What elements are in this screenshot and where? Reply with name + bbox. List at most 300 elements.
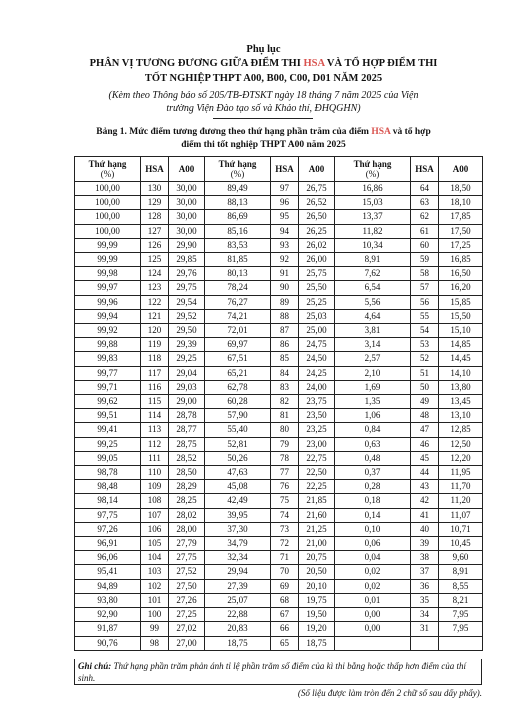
table-cell: 32,34 [205, 551, 271, 565]
table-row [75, 451, 483, 465]
table-header-row [75, 157, 483, 182]
table-cell: 29,04 [169, 366, 205, 380]
table-cell: 114 [141, 409, 169, 423]
reference-note-line1: (Kèm theo Thông báo số 205/TB-ĐTSKT ngày 18 tháng 7 năm 2025 của Viện [108, 90, 419, 101]
table-cell: 51 [411, 366, 439, 380]
table-cell: 94,89 [75, 579, 141, 593]
table-cell: 110 [141, 466, 169, 480]
table-cell: 13,37 [335, 210, 411, 224]
table-cell: 26,00 [299, 253, 335, 267]
main-title-line1 [0, 58, 527, 69]
table-cell: 27,52 [169, 565, 205, 579]
table-cell: 94 [271, 224, 299, 238]
table-cell: 99,51 [75, 409, 141, 423]
caption-hsa-highlight: HSA [371, 127, 391, 137]
table-cell: 28,02 [169, 508, 205, 522]
column-header-a00: A00 [169, 157, 205, 182]
table-cell: 69 [271, 579, 299, 593]
table-cell: 72 [271, 537, 299, 551]
table-cell: 23,00 [299, 437, 335, 451]
table-cell: 17,85 [439, 210, 483, 224]
table-cell: 47 [411, 423, 439, 437]
table-row [75, 395, 483, 409]
table-cell: 24,25 [299, 366, 335, 380]
table-cell: 88,13 [205, 196, 271, 210]
table-cell: 20,50 [299, 565, 335, 579]
table-cell: 19,20 [299, 622, 335, 636]
table-row [75, 466, 483, 480]
table-row [75, 295, 483, 309]
table-cell: 23,75 [299, 395, 335, 409]
table-cell: 10,45 [439, 537, 483, 551]
divider [213, 118, 313, 119]
table-cell: 100 [141, 608, 169, 622]
table-cell: 57,90 [205, 409, 271, 423]
table-row [75, 281, 483, 295]
table-cell: 27,02 [169, 622, 205, 636]
table-cell: 18,10 [439, 196, 483, 210]
table-cell: 11,70 [439, 480, 483, 494]
table-cell: 122 [141, 295, 169, 309]
table-row [75, 437, 483, 451]
table-cell: 7,95 [439, 608, 483, 622]
table-row [75, 309, 483, 323]
table-cell: 39 [411, 537, 439, 551]
table-cell: 7,95 [439, 622, 483, 636]
table-cell: 44 [411, 466, 439, 480]
table-cell: 20,75 [299, 551, 335, 565]
table-cell: 115 [141, 395, 169, 409]
table-cell: 27,00 [169, 636, 205, 650]
table-cell: 46 [411, 437, 439, 451]
table-cell: 108 [141, 494, 169, 508]
table-cell: 112 [141, 437, 169, 451]
table-cell: 99,96 [75, 295, 141, 309]
table-cell: 54 [411, 324, 439, 338]
table-cell: 120 [141, 324, 169, 338]
table-cell: 8,21 [439, 593, 483, 607]
table-cell: 17,25 [439, 238, 483, 252]
table-cell: 43 [411, 480, 439, 494]
caption-text-post: và tổ hợp [390, 127, 431, 137]
table-row [75, 224, 483, 238]
table-cell: 82 [271, 395, 299, 409]
table-cell: 84 [271, 366, 299, 380]
table-cell: 5,56 [335, 295, 411, 309]
table-cell: 29,00 [169, 395, 205, 409]
table-cell: 41 [411, 508, 439, 522]
table-cell: 15,85 [439, 295, 483, 309]
table-cell: 77 [271, 466, 299, 480]
table-cell: 129 [141, 196, 169, 210]
table-cell: 92,90 [75, 608, 141, 622]
table-cell: 92 [271, 253, 299, 267]
table-cell: 26,50 [299, 210, 335, 224]
table-cell: 7,62 [335, 267, 411, 281]
table-cell: 100,00 [75, 182, 141, 196]
table-cell: 98,78 [75, 466, 141, 480]
table-row [75, 238, 483, 252]
table-cell: 99,88 [75, 338, 141, 352]
table-cell [439, 636, 483, 650]
table-cell [335, 636, 411, 650]
table-cell: 109 [141, 480, 169, 494]
table-cell: 37 [411, 565, 439, 579]
table-cell: 18,75 [299, 636, 335, 650]
table-cell: 0,00 [335, 622, 411, 636]
column-header-hsa: HSA [141, 157, 169, 182]
table-cell: 6,54 [335, 281, 411, 295]
table-cell: 11,95 [439, 466, 483, 480]
table-cell: 121 [141, 309, 169, 323]
table-cell: 111 [141, 451, 169, 465]
table-cell: 10,34 [335, 238, 411, 252]
table-cell: 8,91 [439, 565, 483, 579]
table-cell: 99 [141, 622, 169, 636]
table-cell: 124 [141, 267, 169, 281]
table-cell: 70 [271, 565, 299, 579]
table-cell: 97,75 [75, 508, 141, 522]
table-cell: 19,75 [299, 593, 335, 607]
table-cell: 76 [271, 480, 299, 494]
table-cell: 29,39 [169, 338, 205, 352]
table-caption-line2: điểm thi tốt nghiệp THPT A00 năm 2025 [181, 140, 346, 150]
table-cell: 81 [271, 409, 299, 423]
table-cell: 30,00 [169, 210, 205, 224]
table-cell: 29,03 [169, 380, 205, 394]
table-cell: 20,10 [299, 579, 335, 593]
table-cell: 36 [411, 579, 439, 593]
table-cell: 0,18 [335, 494, 411, 508]
note-label: Ghi chú: [78, 661, 112, 671]
table-cell: 27,50 [169, 579, 205, 593]
column-header-a00: A00 [439, 157, 483, 182]
table-cell: 24,75 [299, 338, 335, 352]
table-cell: 12,85 [439, 423, 483, 437]
table-cell: 88 [271, 309, 299, 323]
table-cell: 83,53 [205, 238, 271, 252]
table-cell: 29,94 [205, 565, 271, 579]
table-cell: 27,39 [205, 579, 271, 593]
table-cell: 26,02 [299, 238, 335, 252]
table-cell: 100,00 [75, 210, 141, 224]
table-cell: 96 [271, 196, 299, 210]
table-row [75, 593, 483, 607]
table-cell: 27,26 [169, 593, 205, 607]
table-cell: 0,00 [335, 608, 411, 622]
table-cell: 14,45 [439, 352, 483, 366]
column-header-a00: A00 [299, 157, 335, 182]
table-cell: 28,78 [169, 409, 205, 423]
table-cell: 57 [411, 281, 439, 295]
table-cell: 0,48 [335, 451, 411, 465]
table-cell: 22,50 [299, 466, 335, 480]
table-cell: 34,79 [205, 537, 271, 551]
table-cell: 39,95 [205, 508, 271, 522]
table-cell: 2,57 [335, 352, 411, 366]
table-cell: 98,48 [75, 480, 141, 494]
table-cell: 99,98 [75, 267, 141, 281]
table-cell: 21,85 [299, 494, 335, 508]
table-cell: 42 [411, 494, 439, 508]
table-cell: 65 [271, 636, 299, 650]
table-row [75, 636, 483, 650]
table-row [75, 409, 483, 423]
table-cell: 0,28 [335, 480, 411, 494]
table-cell: 25,00 [299, 324, 335, 338]
table-cell: 21,60 [299, 508, 335, 522]
table-row [75, 366, 483, 380]
table-cell: 89,49 [205, 182, 271, 196]
table-cell: 34 [411, 608, 439, 622]
table-cell: 71 [271, 551, 299, 565]
table-cell: 25,75 [299, 267, 335, 281]
table-cell: 16,85 [439, 253, 483, 267]
table-cell: 59 [411, 253, 439, 267]
table-cell: 49 [411, 395, 439, 409]
table-cell: 28,00 [169, 522, 205, 536]
table-cell: 25,25 [299, 295, 335, 309]
table-cell: 12,50 [439, 437, 483, 451]
table-cell: 125 [141, 253, 169, 267]
table-cell: 3,14 [335, 338, 411, 352]
table-cell: 10,71 [439, 522, 483, 536]
table-cell: 13,80 [439, 380, 483, 394]
table-cell: 89 [271, 295, 299, 309]
table-cell: 95 [271, 210, 299, 224]
table-cell: 0,04 [335, 551, 411, 565]
table-cell: 29,50 [169, 324, 205, 338]
table-cell: 80 [271, 423, 299, 437]
table-cell: 24,00 [299, 380, 335, 394]
table-cell: 90 [271, 281, 299, 295]
table-cell: 1,35 [335, 395, 411, 409]
table-cell: 99,99 [75, 253, 141, 267]
table-cell: 93 [271, 238, 299, 252]
title-text-pre: PHÂN VỊ TƯƠNG ĐƯƠNG GIỮA ĐIỂM THI [89, 58, 304, 69]
table-caption-line1 [0, 127, 527, 137]
table-cell: 45,08 [205, 480, 271, 494]
note-text: Thứ hạng phần trăm phản ánh tỉ lệ phần trăm số điểm của kì thi bằng hoặc thấp hơn điểm của thí sinh. [78, 661, 466, 683]
table-cell: 26,75 [299, 182, 335, 196]
table-row [75, 338, 483, 352]
table-cell: 29,54 [169, 295, 205, 309]
table-cell: 21,00 [299, 537, 335, 551]
table-cell: 87 [271, 324, 299, 338]
table-cell: 99,94 [75, 309, 141, 323]
table-cell: 56 [411, 295, 439, 309]
table-cell: 99,05 [75, 451, 141, 465]
table-cell: 50,26 [205, 451, 271, 465]
table-cell: 37,30 [205, 522, 271, 536]
table-cell: 29,52 [169, 309, 205, 323]
table-cell: 85 [271, 352, 299, 366]
table-cell: 16,86 [335, 182, 411, 196]
table-cell: 86,69 [205, 210, 271, 224]
title-text-post: VÀ TỔ HỢP ĐIỂM THI [324, 58, 438, 69]
table-cell: 29,85 [169, 253, 205, 267]
table-cell: 0,06 [335, 537, 411, 551]
table-cell: 47,63 [205, 466, 271, 480]
table-body [75, 182, 483, 651]
table-cell: 13,10 [439, 409, 483, 423]
table-cell: 119 [141, 338, 169, 352]
table-cell: 19,50 [299, 608, 335, 622]
table-cell: 90,76 [75, 636, 141, 650]
table-cell: 12,20 [439, 451, 483, 465]
table-row [75, 480, 483, 494]
table-cell: 65,21 [205, 366, 271, 380]
table-cell: 66 [271, 622, 299, 636]
rounding-footnote: (Số liệu được làm tròn đến 2 chữ số sau dấy phẩy). [297, 688, 482, 698]
table-cell: 11,07 [439, 508, 483, 522]
table-cell: 72,01 [205, 324, 271, 338]
caption-text-pre: Bảng 1. Mức điểm tương đương theo thứ hạng phần trăm của điểm [96, 127, 372, 137]
table-cell: 99,41 [75, 423, 141, 437]
table-cell: 15,50 [439, 309, 483, 323]
table-row [75, 210, 483, 224]
table-row [75, 267, 483, 281]
table-cell: 15,10 [439, 324, 483, 338]
table-cell: 128 [141, 210, 169, 224]
table-cell: 99,83 [75, 352, 141, 366]
table-cell: 29,76 [169, 267, 205, 281]
table-cell: 107 [141, 508, 169, 522]
table-cell: 24,50 [299, 352, 335, 366]
table-row [75, 522, 483, 536]
table-cell: 100,00 [75, 196, 141, 210]
table-cell: 79 [271, 437, 299, 451]
percentile-table [74, 156, 483, 651]
table-cell: 28,75 [169, 437, 205, 451]
column-header-hsa: HSA [271, 157, 299, 182]
table-cell: 85,16 [205, 224, 271, 238]
table-cell: 40 [411, 522, 439, 536]
table-cell: 22,75 [299, 451, 335, 465]
table-cell: 80,13 [205, 267, 271, 281]
table-cell: 62 [411, 210, 439, 224]
table-cell: 1,06 [335, 409, 411, 423]
table-cell: 29,25 [169, 352, 205, 366]
table-cell: 60 [411, 238, 439, 252]
table-cell: 9,60 [439, 551, 483, 565]
table-cell: 78 [271, 451, 299, 465]
table-cell: 23,50 [299, 409, 335, 423]
table-cell: 97 [271, 182, 299, 196]
table-cell: 60,28 [205, 395, 271, 409]
column-header-rank: Thứ hạng (%) [205, 157, 271, 182]
table-cell: 101 [141, 593, 169, 607]
table-cell: 22,88 [205, 608, 271, 622]
table-cell: 53 [411, 338, 439, 352]
table-cell: 22,25 [299, 480, 335, 494]
table-cell: 75 [271, 494, 299, 508]
table-cell: 55 [411, 309, 439, 323]
table-cell: 86 [271, 338, 299, 352]
table-cell: 50 [411, 380, 439, 394]
table-cell: 99,25 [75, 437, 141, 451]
table-cell: 28,50 [169, 466, 205, 480]
table-cell: 64 [411, 182, 439, 196]
table-cell: 98,14 [75, 494, 141, 508]
table-cell: 23,25 [299, 423, 335, 437]
table-row [75, 196, 483, 210]
table-cell: 113 [141, 423, 169, 437]
table-cell: 26,25 [299, 224, 335, 238]
table-cell: 16,50 [439, 267, 483, 281]
table-note [74, 659, 482, 685]
table-cell: 25,50 [299, 281, 335, 295]
table-cell: 74 [271, 508, 299, 522]
table-cell: 2,10 [335, 366, 411, 380]
table-cell: 81,85 [205, 253, 271, 267]
table-cell: 4,64 [335, 309, 411, 323]
table-cell: 76,27 [205, 295, 271, 309]
table-cell: 97,26 [75, 522, 141, 536]
table-cell: 99,77 [75, 366, 141, 380]
table-cell: 69,97 [205, 338, 271, 352]
table-cell: 27,25 [169, 608, 205, 622]
table-cell: 99,99 [75, 238, 141, 252]
table-cell: 8,55 [439, 579, 483, 593]
table-cell: 55,40 [205, 423, 271, 437]
table-cell: 0,10 [335, 522, 411, 536]
table-cell: 13,45 [439, 395, 483, 409]
table-cell: 67,51 [205, 352, 271, 366]
table-cell: 1,69 [335, 380, 411, 394]
title-hsa-highlight: HSA [303, 58, 325, 69]
table-cell: 100,00 [75, 224, 141, 238]
table-cell: 28,77 [169, 423, 205, 437]
table-cell: 105 [141, 537, 169, 551]
table-cell: 123 [141, 281, 169, 295]
table-cell: 27,79 [169, 537, 205, 551]
table-cell: 98 [141, 636, 169, 650]
table-cell: 48 [411, 409, 439, 423]
table-cell: 83 [271, 380, 299, 394]
table-cell: 30,00 [169, 196, 205, 210]
table-row [75, 494, 483, 508]
table-row [75, 579, 483, 593]
table-cell: 68 [271, 593, 299, 607]
table-cell: 25,07 [205, 593, 271, 607]
table-cell: 45 [411, 451, 439, 465]
table-cell: 103 [141, 565, 169, 579]
table-cell: 0,37 [335, 466, 411, 480]
table-cell: 30,00 [169, 182, 205, 196]
table-cell: 116 [141, 380, 169, 394]
table-cell: 38 [411, 551, 439, 565]
table-cell: 99,62 [75, 395, 141, 409]
appendix-label: Phụ lục [246, 44, 281, 55]
table-cell: 0,14 [335, 508, 411, 522]
table-cell: 106 [141, 522, 169, 536]
table-row [75, 508, 483, 522]
table-cell: 118 [141, 352, 169, 366]
table-cell: 16,20 [439, 281, 483, 295]
table-cell: 0,02 [335, 565, 411, 579]
table-cell: 18,50 [439, 182, 483, 196]
table-cell: 104 [141, 551, 169, 565]
table-cell: 91 [271, 267, 299, 281]
table-cell: 67 [271, 608, 299, 622]
table-row [75, 380, 483, 394]
table-cell: 28,52 [169, 451, 205, 465]
table-cell: 126 [141, 238, 169, 252]
table-cell: 42,49 [205, 494, 271, 508]
table-cell: 15,03 [335, 196, 411, 210]
table-cell: 99,92 [75, 324, 141, 338]
